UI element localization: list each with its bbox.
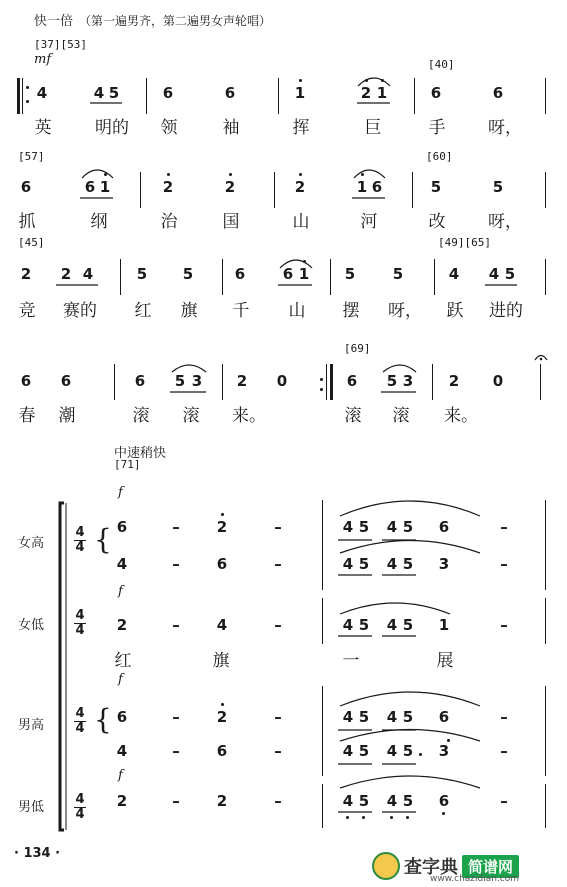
note: 6 — [438, 518, 450, 536]
dash: – — [274, 616, 282, 634]
note: 3 — [402, 372, 414, 390]
note: 4 — [386, 518, 398, 536]
tempo-marking: 快一倍 — [34, 14, 74, 29]
barline — [330, 259, 331, 295]
time-signature: 4 4 — [75, 608, 85, 639]
lyric: 进的 — [489, 301, 523, 321]
lyric: 巨 — [364, 118, 382, 138]
octave-dot — [365, 79, 368, 82]
lyric: 春 — [18, 406, 36, 426]
lyric: 呀， — [488, 118, 522, 138]
barline — [540, 364, 541, 400]
note: 6 — [134, 372, 146, 390]
note: 4 — [116, 555, 128, 573]
logo-icon — [372, 852, 400, 880]
lyric: 潮 — [58, 406, 76, 426]
rehearsal-mark-60: [60] — [426, 150, 453, 163]
barline — [222, 364, 223, 400]
lyric: 呀， — [488, 212, 522, 232]
dynamic-mf: mf — [34, 52, 52, 67]
note: 5 — [136, 265, 148, 283]
note: 5 — [504, 265, 516, 283]
octave-dot — [361, 173, 364, 176]
note: 6 — [224, 84, 236, 102]
note: 2 — [20, 265, 32, 283]
lyric: 领 — [160, 118, 178, 138]
note: 6 — [216, 742, 228, 760]
note: 5 — [402, 555, 414, 573]
time-signature: 4 4 — [75, 792, 85, 823]
note: 4 — [386, 742, 398, 760]
note: 6 — [84, 178, 96, 196]
lyric: 竞 — [18, 301, 36, 321]
octave-dot — [167, 173, 170, 176]
barline — [434, 259, 435, 295]
brace: { — [94, 703, 112, 736]
note-high: 1 — [99, 178, 111, 196]
note-low: 6 — [438, 792, 450, 810]
note: 6 — [20, 178, 32, 196]
lyric: 旗 — [180, 301, 198, 321]
barline — [120, 259, 121, 295]
lyric: 国 — [222, 212, 240, 232]
note: 2 — [60, 265, 72, 283]
dash: – — [500, 518, 508, 536]
dash: – — [274, 518, 282, 536]
note: 1 — [438, 616, 450, 634]
lyric: 明的 — [95, 118, 129, 138]
note: 4 — [386, 708, 398, 726]
note: 5 — [358, 518, 370, 536]
lyric: 滚 — [182, 406, 200, 426]
note: 5 — [402, 518, 414, 536]
lyric: 山 — [292, 212, 310, 232]
header — [34, 10, 271, 29]
note: 4 — [342, 708, 354, 726]
octave-dot — [221, 513, 224, 516]
note: 4 — [448, 265, 460, 283]
note: 5 — [402, 742, 414, 760]
note: 4 — [116, 742, 128, 760]
low-octave-dot — [390, 816, 393, 819]
rehearsal-mark-45: [45] — [18, 236, 45, 249]
barline — [278, 78, 279, 114]
note: 2 — [216, 792, 228, 810]
rehearsal-mark-40: [40] — [428, 58, 455, 71]
barline — [322, 784, 323, 828]
time-signature: 4 4 — [75, 525, 85, 556]
note: 2 — [116, 616, 128, 634]
note-high: 2 — [216, 518, 228, 536]
lyric: 红 — [134, 301, 152, 321]
watermark-url: www.chazidian.com — [430, 874, 520, 884]
note: 6 — [116, 708, 128, 726]
dash: – — [500, 555, 508, 573]
note: 3 — [191, 372, 203, 390]
note: 5 — [182, 265, 194, 283]
note-high: 1 — [298, 265, 310, 283]
barline — [545, 686, 546, 776]
note: 5 — [402, 616, 414, 634]
note: 0 — [276, 372, 288, 390]
barline — [322, 500, 323, 590]
note: 6 — [492, 84, 504, 102]
note: 5 — [386, 372, 398, 390]
note: 6 — [216, 555, 228, 573]
repeat-dot — [26, 100, 29, 103]
note-low: 5 — [402, 792, 414, 810]
dynamic-f: f — [118, 768, 123, 783]
note: 6 — [438, 708, 450, 726]
low-octave-dot — [362, 816, 365, 819]
lyric: 治 — [160, 212, 178, 232]
lyric: 一 — [342, 651, 360, 671]
barline — [432, 364, 433, 400]
dash: – — [274, 792, 282, 810]
note-high: 2 — [224, 178, 236, 196]
note-high: 2 — [216, 708, 228, 726]
rehearsal-mark-49-65: [49][65] — [438, 236, 491, 249]
time-signature: 4 4 — [75, 706, 85, 737]
barline — [322, 598, 323, 644]
octave-dot — [104, 173, 107, 176]
octave-dot — [229, 173, 232, 176]
barline — [414, 78, 415, 114]
dash: – — [274, 742, 282, 760]
lyric: 摆 — [342, 301, 360, 321]
note: 0 — [492, 372, 504, 390]
lyric: 赛的 — [63, 301, 97, 321]
note: 6 — [162, 84, 174, 102]
barline — [545, 78, 546, 114]
lyric: 英 — [34, 118, 52, 138]
note: 6 — [282, 265, 294, 283]
barline — [326, 364, 327, 400]
note: 4 — [342, 742, 354, 760]
tempo-marking-2: 中速稍快 — [114, 446, 167, 461]
note: 2 — [236, 372, 248, 390]
dash: – — [172, 518, 180, 536]
lyric: 来。 — [232, 406, 266, 426]
barline — [545, 259, 546, 295]
rehearsal-mark-71: [71] — [114, 458, 141, 471]
barline — [22, 78, 23, 114]
lyric: 河 — [360, 212, 378, 232]
barline — [140, 172, 141, 208]
note: 4 — [36, 84, 48, 102]
note: 4 — [216, 616, 228, 634]
low-octave-dot — [406, 816, 409, 819]
octave-dot — [381, 79, 384, 82]
lyric: 抓 — [18, 212, 36, 232]
note: 5 — [392, 265, 404, 283]
note: 6 — [20, 372, 32, 390]
lyric: 展 — [436, 651, 454, 671]
note-low: 4 — [386, 792, 398, 810]
lyric: 滚 — [132, 406, 150, 426]
lyric: 手 — [428, 118, 446, 138]
note: 6 — [371, 178, 383, 196]
note-high: 2 — [360, 84, 372, 102]
low-octave-dot — [346, 816, 349, 819]
dot-marking — [419, 753, 422, 756]
note: 5 — [358, 708, 370, 726]
octave-dot — [303, 260, 306, 263]
barline — [412, 172, 413, 208]
note: 4 — [342, 555, 354, 573]
note: 5 — [402, 708, 414, 726]
note: 6 — [116, 518, 128, 536]
note: 6 — [234, 265, 246, 283]
note: 5 — [358, 616, 370, 634]
note: 6 — [346, 372, 358, 390]
brace: { — [94, 523, 112, 556]
barline — [274, 172, 275, 208]
note: 4 — [93, 84, 105, 102]
barline — [545, 784, 546, 828]
lyric: 旗 — [212, 651, 230, 671]
barline — [114, 364, 115, 400]
repeat-start-bar — [17, 78, 20, 114]
dash: – — [172, 616, 180, 634]
barline — [146, 78, 147, 114]
note-high: 2 — [162, 178, 174, 196]
dynamic-f: f — [118, 485, 123, 500]
rehearsal-mark-37-53: [37][53] — [34, 38, 87, 51]
watermark-box: 简谱网 — [462, 855, 519, 878]
part-label-alto: 女低 — [18, 618, 45, 633]
note-low: 4 — [342, 792, 354, 810]
lyric: 滚 — [344, 406, 362, 426]
low-octave-dot — [442, 812, 445, 815]
part-label-tenor: 男高 — [18, 718, 45, 733]
rehearsal-mark-69: [69] — [344, 342, 371, 355]
dynamic-f: f — [118, 584, 123, 599]
lyric: 来。 — [444, 406, 478, 426]
note: 2 — [448, 372, 460, 390]
note: 4 — [386, 616, 398, 634]
lyric: 改 — [428, 212, 446, 232]
performance-note: （第一遍男齐，第二遍男女声轮唱） — [79, 14, 272, 28]
part-label-bass: 男低 — [18, 800, 45, 815]
note: 5 — [108, 84, 120, 102]
dash: – — [172, 555, 180, 573]
note: 4 — [82, 265, 94, 283]
note-high: 1 — [294, 84, 306, 102]
note: 5 — [358, 555, 370, 573]
repeat-dot — [320, 388, 323, 391]
repeat-end-bar — [330, 364, 333, 400]
barline — [545, 598, 546, 644]
barline — [222, 259, 223, 295]
repeat-dot — [320, 378, 323, 381]
lyric: 袖 — [222, 118, 240, 138]
note-high: 2 — [294, 178, 306, 196]
note: 6 — [430, 84, 442, 102]
lyric: 滚 — [392, 406, 410, 426]
note: 4 — [342, 616, 354, 634]
page-number: · 134 · — [14, 846, 61, 861]
octave-dot — [299, 173, 302, 176]
accent-mark — [447, 739, 450, 742]
note-high: 1 — [376, 84, 388, 102]
note-low: 3 — [438, 742, 450, 760]
dash: – — [274, 708, 282, 726]
note-low: 5 — [358, 792, 370, 810]
dash: – — [500, 708, 508, 726]
rehearsal-mark-57: [57] — [18, 150, 45, 163]
dash: – — [500, 792, 508, 810]
note: 5 — [492, 178, 504, 196]
lyric: 跃 — [446, 301, 464, 321]
note: 4 — [386, 555, 398, 573]
note: 4 — [488, 265, 500, 283]
barline — [545, 172, 546, 208]
watermark-brand: 查字典 — [404, 857, 458, 878]
lyric: 纲 — [90, 212, 108, 232]
lyric: 千 — [232, 301, 250, 321]
octave-dot — [299, 79, 302, 82]
barline — [322, 686, 323, 776]
note: 5 — [358, 742, 370, 760]
dash: – — [172, 708, 180, 726]
lyric: 红 — [114, 651, 132, 671]
note: 4 — [342, 518, 354, 536]
dash: – — [500, 616, 508, 634]
dash: – — [500, 742, 508, 760]
note-high: 1 — [356, 178, 368, 196]
note: 3 — [438, 555, 450, 573]
note: 2 — [116, 792, 128, 810]
dash: – — [172, 792, 180, 810]
lyric: 山 — [288, 301, 306, 321]
note: 6 — [60, 372, 72, 390]
lyric: 呀， — [388, 301, 422, 321]
note: 5 — [174, 372, 186, 390]
octave-dot — [221, 703, 224, 706]
lyric: 挥 — [292, 118, 310, 138]
part-label-soprano: 女高 — [18, 536, 45, 551]
dash: – — [274, 555, 282, 573]
dash: – — [172, 742, 180, 760]
repeat-dot — [26, 86, 29, 89]
note: 5 — [344, 265, 356, 283]
dynamic-f: f — [118, 672, 123, 687]
note: 5 — [430, 178, 442, 196]
barline — [545, 500, 546, 590]
